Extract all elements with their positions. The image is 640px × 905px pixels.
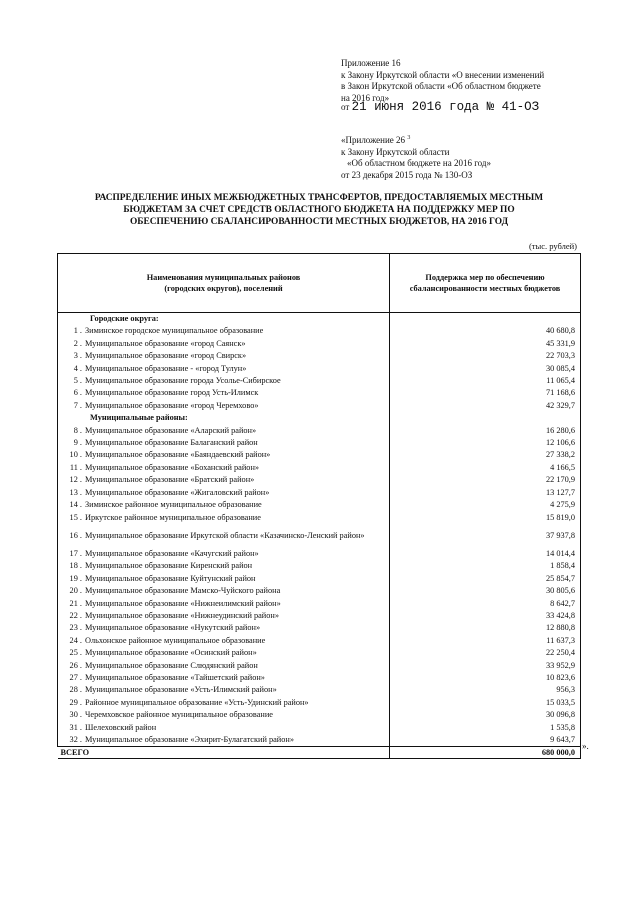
- row-name: Ольхонское районное муниципальное образование: [85, 635, 266, 645]
- row-number: 25 .: [69, 648, 82, 658]
- row-name-cell: [58, 660, 390, 672]
- row-name: Зиминское районное муниципальное образование: [85, 500, 262, 510]
- title-line: ОБЕСПЕЧЕНИЮ СБАЛАНСИРОВАННОСТИ МЕСТНЫХ БЮДЖЕТОВ, НА 2016 ГОД: [129, 217, 509, 227]
- table-row: [58, 363, 581, 375]
- row-name: Муниципальное образование Мамско-Чуйского района: [85, 586, 281, 596]
- row-name-cell: [58, 622, 390, 634]
- row-number: 14 .: [69, 500, 82, 510]
- ref-line: от 23 декабря 2015 года № 130-ОЗ: [341, 169, 473, 180]
- row-number: 4 .: [73, 363, 82, 373]
- row-value: 11 065,4: [390, 375, 581, 387]
- table-row: [58, 622, 581, 634]
- table-row: [58, 387, 581, 399]
- row-name-cell: [58, 512, 390, 524]
- row-name-cell: [58, 487, 390, 499]
- law-date-line: [341, 102, 544, 114]
- units-label: (тыс. рублей): [528, 241, 577, 251]
- appendix-line: в Закон Иркутской области «Об областном бюджете: [341, 81, 541, 92]
- row-name-cell: [58, 400, 390, 412]
- row-value: 15 819,0: [390, 512, 581, 524]
- row-name: Муниципальное образование - «город Тулун»: [85, 363, 247, 373]
- row-name: Муниципальное образование Балаганский район: [85, 438, 258, 448]
- row-value: 22 170,9: [390, 474, 581, 486]
- row-value: 4 166,5: [390, 462, 581, 474]
- table-row: [58, 672, 581, 684]
- row-name-cell: [58, 375, 390, 387]
- row-number: 20 .: [69, 586, 82, 596]
- title-line: РАСПРЕДЕЛЕНИЕ ИНЫХ МЕЖБЮДЖЕТНЫХ ТРАНСФЕРТОВ, ПРЕДОСТАВЛЯЕМЫХ МЕСТНЫМ: [94, 193, 544, 203]
- row-value: 30 805,6: [390, 585, 581, 597]
- closing-quote: ».: [582, 741, 589, 751]
- row-name: Муниципальное образование «Жигаловский район»: [85, 487, 270, 497]
- row-name-cell: [58, 598, 390, 610]
- row-name-cell: [58, 585, 390, 597]
- ref-line: [341, 133, 491, 147]
- row-name-cell: [58, 462, 390, 474]
- row-number: 32 .: [69, 735, 82, 744]
- row-name: Муниципальное образование Слюдянский район: [85, 660, 258, 670]
- row-name-cell: [58, 672, 390, 684]
- row-value: 33 424,8: [390, 610, 581, 622]
- row-number: 12 .: [69, 475, 82, 485]
- table-row: [58, 437, 581, 449]
- row-value: 10 823,6: [390, 672, 581, 684]
- document-title: [58, 192, 580, 228]
- appendix-header: [341, 58, 544, 114]
- table-row: [58, 647, 581, 659]
- row-value: 12 880,8: [390, 622, 581, 634]
- row-number: 17 .: [69, 548, 82, 558]
- row-number: 29 .: [69, 697, 82, 707]
- row-name: Муниципальное образование «Аларский район»: [85, 425, 257, 435]
- row-name: Шелеховский район: [85, 722, 157, 732]
- row-name-cell: [58, 548, 390, 560]
- table-row: [58, 598, 581, 610]
- table-row: [58, 524, 581, 548]
- column-header-name: [58, 254, 390, 313]
- section-row: [58, 313, 581, 326]
- row-name: Зиминское городское муниципальное образование: [85, 326, 264, 336]
- row-number: 1 .: [73, 326, 82, 336]
- row-name-cell: [58, 449, 390, 461]
- row-name-cell: [58, 425, 390, 437]
- table-row: [58, 474, 581, 486]
- row-name: Муниципальное образование «город Саянск»: [85, 338, 246, 348]
- row-number: 10 .: [69, 450, 82, 460]
- table-row: [58, 660, 581, 672]
- section-row: [58, 412, 581, 424]
- appendix-line: Приложение 16: [341, 58, 401, 68]
- row-number: 22 .: [69, 610, 82, 620]
- ref-title: «Приложение 26: [341, 135, 406, 145]
- row-number: 26 .: [69, 660, 82, 670]
- table-row: [58, 425, 581, 437]
- row-name: Муниципальное образование «Нукутский район»: [85, 623, 261, 633]
- row-value: 33 952,9: [390, 660, 581, 672]
- row-number: 15 .: [69, 512, 82, 522]
- row-value: 11 637,3: [390, 635, 581, 647]
- row-value: 30 085,4: [390, 363, 581, 375]
- row-value: 30 096,8: [390, 709, 581, 721]
- row-number: 21 .: [69, 598, 82, 608]
- row-name: Черемховское районное муниципальное образование: [85, 710, 273, 720]
- row-number: 11 .: [69, 462, 82, 472]
- row-number: 23 .: [69, 623, 82, 633]
- row-number: 24 .: [69, 635, 82, 645]
- law-date-typed: 21 июня 2016 года № 41-ОЗ: [351, 100, 540, 115]
- row-name-cell: [58, 524, 390, 548]
- table-row: [58, 487, 581, 499]
- table-row: [58, 375, 581, 387]
- row-name: Муниципальное образование Куйтунский район: [85, 573, 256, 583]
- appendix-line: на 2016 год»: [341, 92, 390, 103]
- table-row: [58, 573, 581, 585]
- municipal-districts-rows: [58, 425, 581, 747]
- row-name-cell: [58, 350, 390, 362]
- table-row: [58, 338, 581, 350]
- row-number: 18 .: [69, 561, 82, 571]
- column-header-value: [390, 254, 581, 313]
- row-name-cell: [58, 437, 390, 449]
- row-value: 4 275,9: [390, 499, 581, 511]
- row-number: 30 .: [69, 710, 82, 720]
- row-value: 12 106,6: [390, 437, 581, 449]
- row-name: Муниципальное образование города Усолье-Сибирское: [85, 376, 281, 386]
- row-value: 1 858,4: [390, 560, 581, 572]
- table-row: [58, 512, 581, 524]
- table-row: [58, 585, 581, 597]
- row-number: 28 .: [69, 685, 82, 695]
- table-row: [58, 325, 581, 337]
- row-name: Муниципальное образование «город Свирск»: [85, 351, 247, 361]
- row-name-cell: [58, 363, 390, 375]
- table-row: [58, 684, 581, 696]
- distribution-table: [57, 253, 581, 759]
- row-name: Муниципальное образование Киренский район: [85, 561, 253, 571]
- ref-line: «Об областном бюджете на 2016 год»: [347, 158, 491, 169]
- table-row: [58, 400, 581, 412]
- row-value: 37 937,8: [390, 524, 581, 548]
- row-value: 27 338,2: [390, 449, 581, 461]
- row-number: 6 .: [73, 388, 82, 398]
- original-appendix-ref: [341, 133, 491, 181]
- row-value: 9 643,7: [390, 734, 581, 747]
- row-name-cell: [58, 338, 390, 350]
- row-value: 25 854,7: [390, 573, 581, 585]
- row-number: 3 .: [73, 351, 82, 361]
- row-name-cell: [58, 647, 390, 659]
- row-value: 71 168,6: [390, 387, 581, 399]
- row-number: 5 .: [73, 376, 82, 386]
- row-number: 8 .: [73, 425, 82, 435]
- row-value: 8 642,7: [390, 598, 581, 610]
- row-value: 42 329,7: [390, 400, 581, 412]
- row-name-cell: [58, 610, 390, 622]
- row-name: Районное муниципальное образование «Усть-Удинский район»: [85, 697, 309, 707]
- table-row: [58, 697, 581, 709]
- row-name: Иркутское районное муниципальное образование: [85, 512, 261, 522]
- table-row: [58, 548, 581, 560]
- row-name: Муниципальное образование «Братский район»: [85, 475, 255, 485]
- row-value: 40 680,8: [390, 325, 581, 337]
- row-name: Муниципальное образование «город Черемхово»: [85, 400, 259, 410]
- row-name: Муниципальное образование «Баяндаевский район»: [85, 450, 271, 460]
- total-label: ВСЕГО: [58, 747, 390, 759]
- row-value: 14 014,4: [390, 548, 581, 560]
- row-number: 31 .: [69, 722, 82, 732]
- row-name: Муниципальное образование «Эхирит-Булагатский район»: [85, 735, 294, 744]
- row-number: 19 .: [69, 573, 82, 583]
- row-name-cell: [58, 709, 390, 721]
- row-name: Муниципальное образование «Нижнеилимский район»: [85, 598, 281, 608]
- table-row: [58, 449, 581, 461]
- table-row: [58, 709, 581, 721]
- row-number: 13 .: [69, 487, 82, 497]
- table-row: [58, 722, 581, 734]
- column-header-value-text: Поддержка мер по обеспечению сбалансированности местных бюджетов: [409, 273, 561, 293]
- row-name: Муниципальное образование «Боханский район»: [85, 462, 260, 472]
- row-name: Муниципальное образование «Усть-Илимский район»: [85, 685, 277, 695]
- row-name-cell: [58, 722, 390, 734]
- table-row: [58, 350, 581, 362]
- table-row: [58, 734, 581, 747]
- row-number: 16 .: [69, 531, 82, 541]
- row-name-cell: [58, 499, 390, 511]
- ref-superscript: 3: [407, 135, 411, 141]
- table-row: [58, 560, 581, 572]
- appendix-line: к Закону Иркутской области «О внесении изменений: [341, 69, 545, 80]
- row-name-cell: [58, 684, 390, 696]
- row-value: 15 033,5: [390, 697, 581, 709]
- row-name-cell: [58, 560, 390, 572]
- row-name: Муниципальное образование город Усть-Илимск: [85, 388, 259, 398]
- urban-districts-rows: [58, 325, 581, 412]
- row-value: 13 127,7: [390, 487, 581, 499]
- column-header-name-text: Наименования муниципальных районов (городских округов), поселений: [146, 273, 301, 293]
- table-header-row: [58, 254, 581, 313]
- row-name: Муниципальное образование «Качугский район»: [85, 548, 259, 558]
- section-label: Муниципальные районы:: [58, 412, 390, 424]
- row-name-cell: [58, 474, 390, 486]
- title-line: БЮДЖЕТАМ ЗА СЧЕТ СРЕДСТВ ОБЛАСТНОГО БЮДЖЕТА НА ПОДДЕРЖКУ МЕР ПО: [123, 205, 515, 215]
- table-row: [58, 499, 581, 511]
- row-value: 1 535,8: [390, 722, 581, 734]
- table-row: [58, 610, 581, 622]
- row-number: 7 .: [73, 400, 82, 410]
- row-name: Муниципальное образование «Осинский район»: [85, 648, 257, 658]
- total-value: 680 000,0: [390, 747, 581, 759]
- section-label: Городские округа:: [58, 313, 390, 326]
- row-name-cell: [58, 697, 390, 709]
- row-name-cell: [58, 325, 390, 337]
- row-number: 9 .: [73, 438, 82, 448]
- row-name-cell: [58, 573, 390, 585]
- row-name-cell: [58, 734, 390, 747]
- table-row: [58, 635, 581, 647]
- row-name: Муниципальное образование «Тайшетский район»: [85, 672, 265, 682]
- row-name: Муниципальное образование «Нижнеудинский район»: [85, 610, 279, 620]
- row-name: Муниципальное образование Иркутской области «Казачинско-Ленский район»: [85, 531, 365, 541]
- date-prefix: от: [341, 102, 350, 113]
- row-value: 45 331,9: [390, 338, 581, 350]
- row-number: 27 .: [69, 672, 82, 682]
- row-name-cell: [58, 387, 390, 399]
- total-row: [58, 747, 581, 759]
- row-number: 2 .: [73, 338, 82, 348]
- row-value: 22 250,4: [390, 647, 581, 659]
- ref-line: к Закону Иркутской области: [341, 146, 450, 157]
- row-value: 956,3: [390, 684, 581, 696]
- row-value: 16 280,6: [390, 425, 581, 437]
- row-value: 22 703,3: [390, 350, 581, 362]
- table-row: [58, 462, 581, 474]
- row-name-cell: [58, 635, 390, 647]
